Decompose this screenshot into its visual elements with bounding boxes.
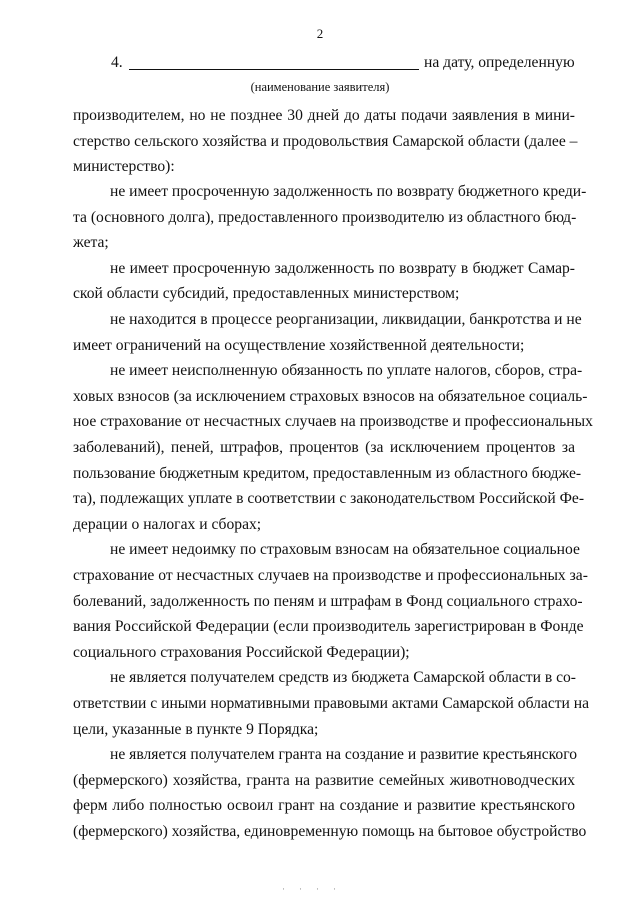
text-line: не является получателем средств из бюджета Самарской области в со- [110, 669, 576, 686]
text-line: (фермерского) хозяйства, единовременную помощь на бытовое обустройство [73, 823, 587, 840]
text-line: ответствии с иными нормативными правовыми актами Самарской области на [73, 695, 590, 712]
text-line: не имеет просроченную задолженность по возврату в бюджет Самар- [110, 260, 575, 277]
text-line: министерство): [73, 158, 175, 175]
text-line: не имеет просроченную задолженность по возврату бюджетного креди- [110, 183, 587, 200]
text-line: та (основного долга), предоставленного производителю из областного бюд- [73, 209, 577, 226]
item-number: 4. [111, 54, 123, 71]
text-line: та), подлежащих уплате в соответствии с законодательством Российской Фе- [73, 490, 585, 507]
text-line: вания Российской Федерации (если производитель зарегистрирован в Фонде [73, 618, 584, 635]
text-line: (фермерского) хозяйства, гранта на развитие семейных животноводческих [73, 772, 575, 789]
text-line: не является получателем гранта на создание и развитие крестьянского [110, 746, 578, 763]
heading-tail-text: на дату, определенную [424, 54, 575, 71]
text-line: имеет ограничений на осуществление хозяйственной деятельности; [73, 337, 525, 354]
text-line: стерство сельского хозяйства и продовольствия Самарской области (далее – [73, 133, 578, 150]
item-4-heading [0, 54, 640, 74]
text-line: производителем, но не позднее 30 дней до даты подачи заявления в мини- [73, 107, 575, 124]
text-line: ской области субсидий, предоставленных министерством; [73, 285, 460, 302]
text-line: ховых взносов (за исключением страховых взносов на обязательное социаль- [73, 388, 588, 405]
text-line: цели, указанные в пункте 9 Порядка; [73, 721, 319, 738]
applicant-name-caption: (наименование заявителя) [250, 80, 390, 94]
text-line: не имеет недоимку по страховым взносам на обязательное социальное [110, 541, 580, 558]
text-line: жета; [73, 234, 109, 251]
text-line: социального страхования Российской Федерации); [73, 644, 410, 661]
text-line: заболеваний), пеней, штрафов, процентов (за исключением процентов за [73, 439, 575, 456]
text-line: не имеет неисполненную обязанность по уплате налогов, сборов, стра- [110, 362, 583, 379]
text-line: страхование от несчастных случаев на производстве и профессиональных за- [73, 567, 588, 584]
applicant-name-blank [129, 69, 419, 70]
text-line: не находится в процессе реорганизации, ликвидации, банкротства и не [110, 311, 582, 328]
text-line: болеваний, задолженность по пеням и штрафам в Фонд социального страхо- [73, 593, 583, 610]
text-line: ное страхование от несчастных случаев на производстве и профессиональных [73, 413, 593, 430]
page-number: 2 [316, 26, 324, 41]
text-line: ферм либо полностью освоил грант на создание и развитие крестьянского [73, 797, 575, 814]
text-line: пользование бюджетным кредитом, предоставленным из областного бюдже- [73, 465, 582, 482]
scan-specks: ·​·​·​· [282, 884, 350, 894]
text-line: дерации о налогах и сборах; [73, 516, 262, 533]
